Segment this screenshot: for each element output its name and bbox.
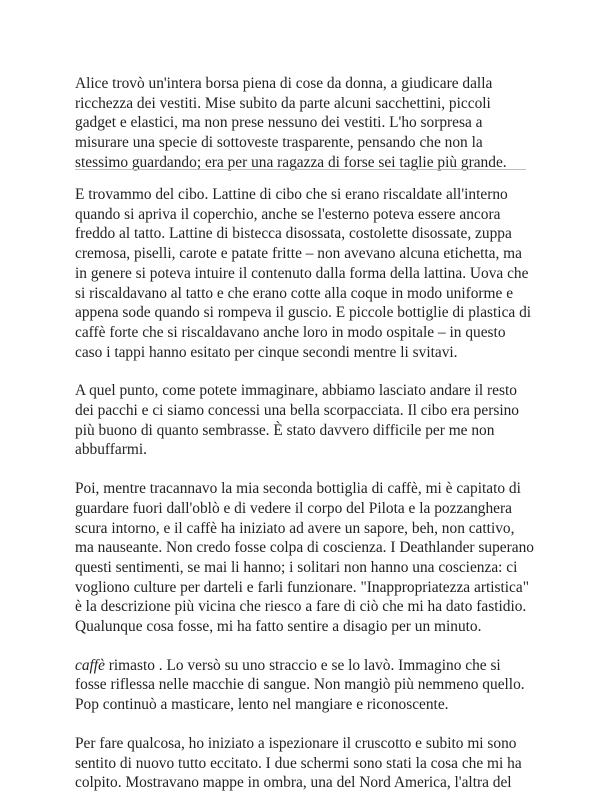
top-text-block: [75, 74, 535, 192]
section-divider: [75, 169, 526, 170]
paragraph-alice-bag: Alice trovò un'intera borsa piena di cose da donna, a giudicare dalla ricchezza dei vestiti. Mise subito da parte alcuni sacchettini, piccoli gadget e elastici, ma non prese nessuno dei vestiti. L'ho sorpresa a misurare una specie di sottoveste trasparente, pensando che non la stessimo guardando; era per una ragazza di forse sei taglie più grande.: [75, 75, 507, 171]
paragraph-coffee-left: [75, 656, 535, 715]
coffee-paragraph-rest: rimasto . Lo versò su uno straccio e se lo lavò. Immagino che si fosse riflessa nelle macchie di sangue. Non mangiò più nemmeno quello. Pop continuò a masticare, lento nel mangiare e riconoscente.: [75, 656, 525, 714]
paragraph-coffee-pilot: Poi, mentre tracannavo la mia seconda bottiglia di caffè, mi è capitato di guardare fuori dall'oblò e di vedere il corpo del Pilota e la pozzanghera scura intorno, e il caffè ha iniziato ad avere un sapore, beh, non cattivo, ma nauseante. Non credo fosse colpa di coscienza. I Deathlander superano questi sentimenti, se mai li hanno; i solitari non hanno una coscienza: ci vogliono culture per darteli e farli funzionare. "Inappropriatezza artistica" è la descrizione più vicina che riesco a fare di ciò che mi ha dato fastidio. Qualunque cosa fosse, mi ha fatto sentire a disagio per un minuto.: [75, 480, 534, 636]
main-text-block: [75, 185, 535, 812]
paragraph-food: E trovammo del cibo. Lattine di cibo che si erano riscaldate all'interno quando si apriva il coperchio, anche se l'esterno poteva essere ancora freddo al tatto. Lattine di bistecca disossata, costolette disossate, zuppa cremosa, piselli, carote e patate fritte – non avevano alcuna etichetta, ma in genere si poteva intuire il contenuto dalla forma della lattina. Uova che si riscaldavano al tatto e che erano cotte alla coque in modo uniforme e appena sode quando si rompeva il guscio. E piccole bottiglie di plastica di caffè forte che si riscaldavano anche loro in modo ospitale – in questo caso i tappi hanno esitato per cinque secondi mentre li svitavi.: [75, 186, 532, 361]
paragraph-feast: A quel punto, come potete immaginare, abbiamo lasciato andare il resto dei pacchi e ci siamo concessi una bella scorpacciata. Il cibo era persino più buono di quanto sembrasse. È stato davvero difficile per me non abbuffarmi.: [75, 382, 519, 459]
paragraph-dashboard: Per fare qualcosa, ho iniziato a ispezionare il cruscotto e subito mi sono sentito di nuovo tutto eccitato. I due schermi sono stati la cosa che mi ha colpito. Mostravano mappe in ombra, una del Nord America, l'altra del: [75, 734, 522, 792]
italic-word-caffe: caffè: [75, 656, 105, 674]
